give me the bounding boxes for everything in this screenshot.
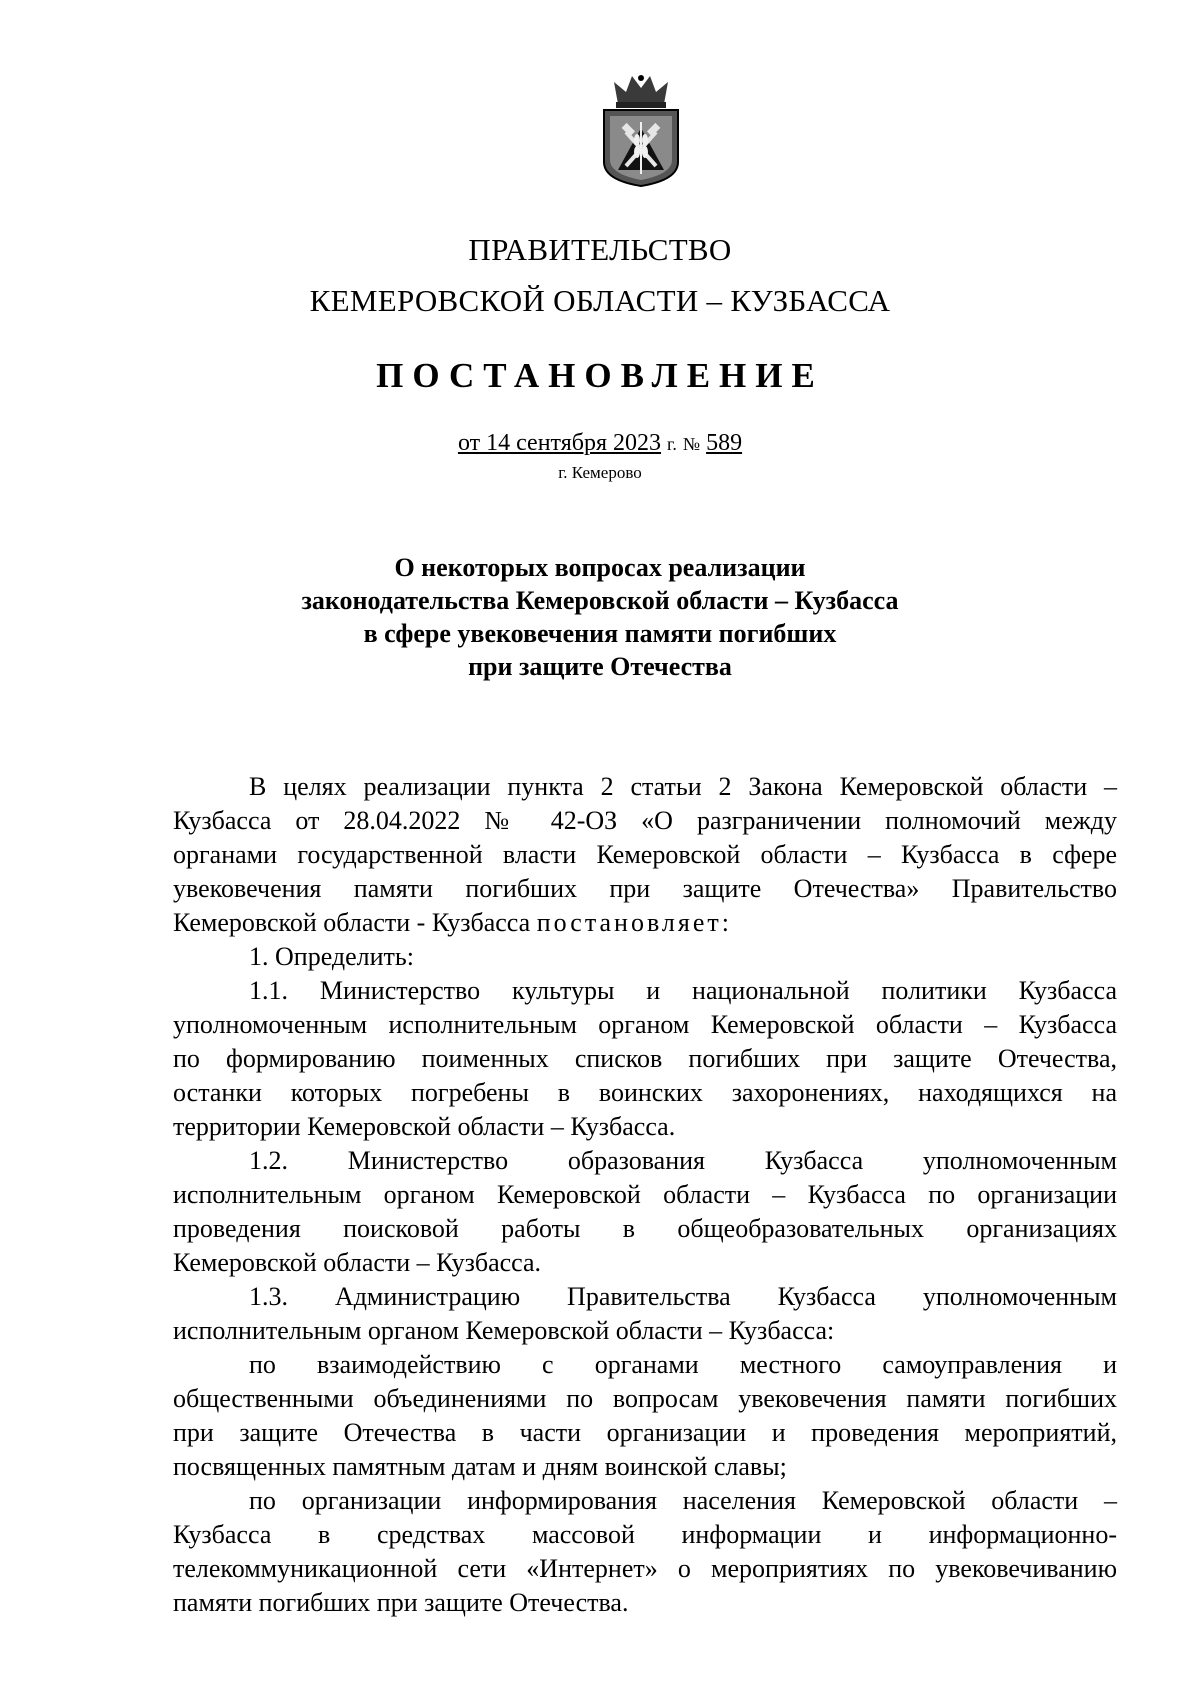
body-line: 1. Определить: — [249, 942, 414, 971]
body-line: общественными объединениями по вопросам увековечения памяти погибших — [173, 1384, 1117, 1413]
body-line: территории Кемеровской области – Кузбасса. — [173, 1112, 676, 1141]
body-line: по взаимодействию с органами местного самоуправления и — [249, 1350, 1117, 1379]
body-line: органами государственной власти Кемеровской области – Кузбасса в сфере — [173, 840, 1117, 869]
body-line: 1.2. Министерство образования Кузбасса уполномоченным — [249, 1146, 1117, 1175]
body-line: Кузбасса в средствах массовой информации и информационно- — [173, 1520, 1117, 1549]
title-line: О некоторых вопросах реализации — [394, 553, 806, 582]
colon: : — [721, 908, 729, 937]
title-line: в сфере увековечения памяти погибших — [363, 619, 837, 648]
body-line: по организации информирования населения Кемеровской области – — [249, 1486, 1117, 1515]
document-date-number — [0, 430, 1200, 457]
document-body — [173, 770, 1117, 1620]
government-name-line-1: ПРАВИТЕЛЬСТВО — [468, 232, 732, 267]
document-type-heading: ПОСТАНОВЛЕНИЕ — [376, 356, 824, 395]
title-line: при защите Отечества — [468, 652, 732, 681]
body-line: В целях реализации пункта 2 статьи 2 Закона Кемеровской области – — [249, 772, 1117, 801]
title-line: законодательства Кемеровской области – Кузбасса — [301, 586, 899, 615]
body-line: по формированию поименных списков погибших при защите Отечества, — [173, 1044, 1117, 1073]
body-line: 1.3. Администрацию Правительства Кузбасса уполномоченным — [249, 1282, 1117, 1311]
coat-of-arms-icon — [596, 70, 686, 188]
document-city: г. Кемерово — [558, 463, 642, 482]
body-line — [173, 906, 1117, 940]
body-text: Кемеровской области - Кузбасса — [173, 908, 531, 937]
body-line: Кемеровской области – Кузбасса. — [173, 1248, 542, 1277]
body-line: памяти погибших при защите Отечества. — [173, 1588, 629, 1617]
body-line: Кузбасса от 28.04.2022 № 42-ОЗ «О разграничении полномочий между — [173, 806, 1117, 835]
body-line: исполнительным органом Кемеровской области – Кузбасса: — [173, 1316, 835, 1345]
number-sign: № — [682, 434, 701, 454]
document-date: от 14 сентября 2023 — [457, 430, 662, 456]
document-number: 589 — [706, 430, 743, 456]
body-line: увековечения памяти погибших при защите Отечества» Правительство — [173, 874, 1117, 903]
body-line: останки которых погребены в воинских захоронениях, находящихся на — [173, 1078, 1117, 1107]
body-line: телекоммуникационной сети «Интернет» о мероприятиях по увековечиванию — [173, 1554, 1117, 1583]
document-title — [0, 551, 1200, 683]
body-line: проведения поисковой работы в общеобразовательных организациях — [173, 1214, 1117, 1243]
body-line: посвященных памятным датам и дням воинской славы; — [173, 1452, 787, 1481]
resolves-word: постановляет — [536, 908, 722, 937]
year-suffix: г. — [667, 434, 677, 454]
body-line: 1.1. Министерство культуры и национальной политики Кузбасса — [249, 976, 1117, 1005]
body-line: уполномоченным исполнительным органом Кемеровской области – Кузбасса — [173, 1010, 1117, 1039]
body-line: исполнительным органом Кемеровской области – Кузбасса по организации — [173, 1180, 1117, 1209]
body-line: при защите Отечества в части организации и проведения мероприятий, — [173, 1418, 1117, 1447]
government-name-line-2: КЕМЕРОВСКОЙ ОБЛАСТИ – КУЗБАССА — [309, 283, 891, 318]
